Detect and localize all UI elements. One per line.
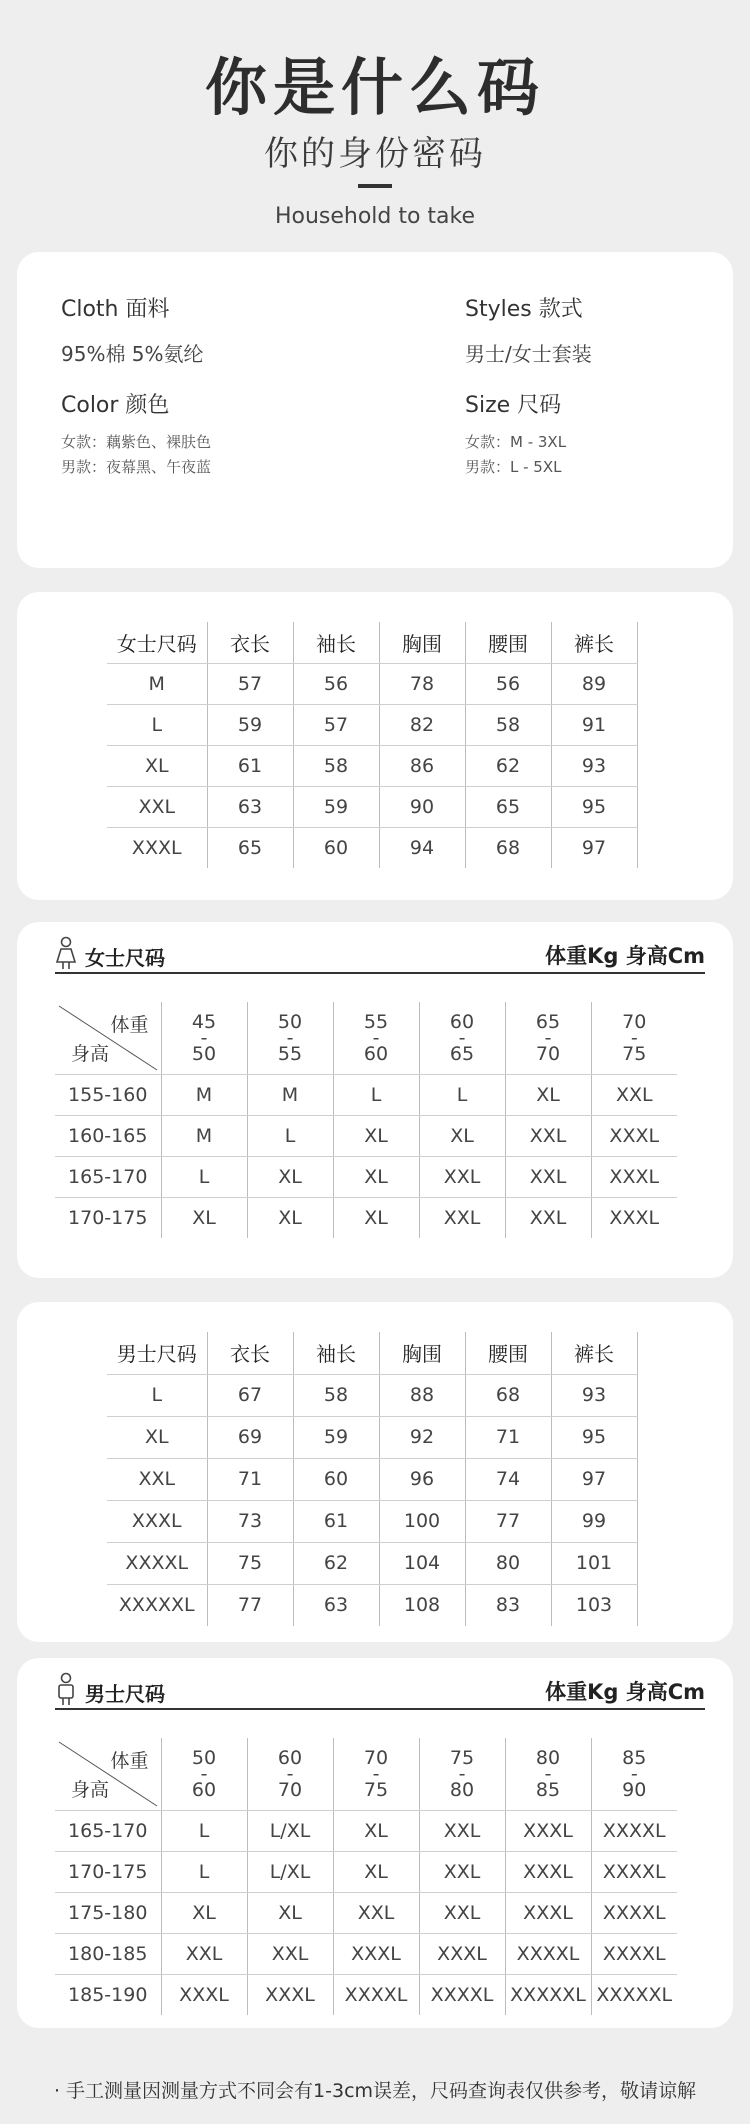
size-cell: XXL bbox=[505, 1156, 591, 1197]
column-header: 胸围 bbox=[379, 1332, 465, 1374]
size-cell: L bbox=[161, 1810, 247, 1851]
size-cell: XXXL bbox=[419, 1933, 505, 1974]
size-cell: XXXL bbox=[505, 1810, 591, 1851]
men-measure-table bbox=[107, 1332, 638, 1626]
weight-range-part: - bbox=[200, 1762, 208, 1785]
women-fit-header bbox=[55, 934, 705, 974]
weight-range-part: - bbox=[630, 1026, 638, 1049]
value-cell: 60 bbox=[293, 827, 379, 868]
value-cell: 58 bbox=[293, 745, 379, 786]
size-cell: XXXXL bbox=[333, 1974, 419, 2015]
page-header bbox=[0, 0, 750, 250]
size-cell: XXXL bbox=[247, 1974, 333, 2015]
women-fit-table bbox=[55, 1002, 677, 1238]
women-fit-units: 体重Kg 身高Cm bbox=[545, 944, 705, 968]
weight-range-part: 75 bbox=[449, 1746, 475, 1769]
men-fit-title: 男士尺码 bbox=[85, 1682, 165, 1706]
size-cell: XL bbox=[161, 1197, 247, 1238]
size-cell: XXL bbox=[333, 1892, 419, 1933]
weight-range-header bbox=[591, 1738, 677, 1810]
corner-height: 身高 bbox=[71, 1042, 110, 1065]
size-cell: XXXL bbox=[591, 1115, 677, 1156]
size-cell: XXXXXL bbox=[505, 1974, 591, 2015]
value-cell: 96 bbox=[379, 1458, 465, 1500]
weight-range-header bbox=[419, 1002, 505, 1074]
weight-range-part: - bbox=[286, 1762, 294, 1785]
column-header: 腰围 bbox=[465, 1332, 551, 1374]
size-cell: XL bbox=[505, 1074, 591, 1115]
weight-range-part: 75 bbox=[363, 1778, 389, 1801]
table-row bbox=[107, 827, 637, 868]
column-header: 胸围 bbox=[379, 622, 465, 663]
size-cell: XL bbox=[333, 1197, 419, 1238]
size-cell: L/XL bbox=[247, 1810, 333, 1851]
size-cell: XXXL bbox=[505, 1851, 591, 1892]
value-cell: 71 bbox=[465, 1416, 551, 1458]
color-women: 女款：藕紫色、裸肤色 bbox=[61, 433, 212, 451]
value-cell: 95 bbox=[551, 1416, 637, 1458]
height-range-cell: 175-180 bbox=[55, 1892, 161, 1933]
size-cell: XXXXL bbox=[591, 1892, 677, 1933]
value-cell: 77 bbox=[465, 1500, 551, 1542]
men-measure-card bbox=[17, 1302, 733, 1642]
size-cell: M bbox=[161, 1115, 247, 1156]
women-measure-table bbox=[107, 622, 638, 868]
size-cell: XXXL bbox=[591, 1156, 677, 1197]
divider bbox=[358, 184, 392, 188]
table-row bbox=[107, 1416, 637, 1458]
column-header: 袖长 bbox=[293, 622, 379, 663]
weight-range-header bbox=[161, 1002, 247, 1074]
table-row bbox=[55, 1197, 677, 1238]
size-cell: XXXXXL bbox=[107, 1584, 207, 1626]
table-row bbox=[55, 1810, 677, 1851]
table-row bbox=[107, 704, 637, 745]
weight-range-part: 55 bbox=[363, 1010, 389, 1033]
value-cell: 59 bbox=[293, 786, 379, 827]
value-cell: 82 bbox=[379, 704, 465, 745]
value-cell: 94 bbox=[379, 827, 465, 868]
size-cell: XL bbox=[333, 1851, 419, 1892]
size-cell: XXXXL bbox=[505, 1933, 591, 1974]
size-cell: XXL bbox=[419, 1197, 505, 1238]
size-cell: L bbox=[107, 704, 207, 745]
size-cell: XXXXL bbox=[419, 1974, 505, 2015]
column-header: 裤长 bbox=[551, 1332, 637, 1374]
size-cell: XXXXL bbox=[107, 1542, 207, 1584]
styles-value: 男士/女士套装 bbox=[465, 342, 592, 366]
size-cell: XXL bbox=[591, 1074, 677, 1115]
size-men: 男款：L - 5XL bbox=[465, 458, 562, 476]
size-cell: XL bbox=[247, 1156, 333, 1197]
size-cell: L bbox=[333, 1074, 419, 1115]
size-cell: XXXL bbox=[107, 827, 207, 868]
size-cell: XXXL bbox=[333, 1933, 419, 1974]
value-cell: 58 bbox=[465, 704, 551, 745]
weight-range-part: 65 bbox=[449, 1042, 475, 1065]
table-row bbox=[107, 786, 637, 827]
column-header: 女士尺码 bbox=[107, 622, 207, 663]
weight-range-header bbox=[247, 1002, 333, 1074]
size-cell: XL bbox=[247, 1892, 333, 1933]
weight-range-part: 55 bbox=[277, 1042, 303, 1065]
size-cell: XXXXXL bbox=[596, 1983, 673, 2006]
men-fit-units: 体重Kg 身高Cm bbox=[545, 1680, 705, 1704]
size-cell: XXL bbox=[419, 1156, 505, 1197]
height-range-cell: 170-175 bbox=[55, 1851, 161, 1892]
table-row bbox=[107, 663, 637, 704]
corner-weight: 体重 bbox=[110, 1750, 149, 1772]
weight-range-part: - bbox=[200, 1026, 208, 1049]
corner-height: 身高 bbox=[71, 1778, 110, 1801]
product-info-card bbox=[17, 252, 733, 568]
value-cell: 104 bbox=[379, 1542, 465, 1584]
weight-range-part: 85 bbox=[535, 1778, 561, 1801]
value-cell: 73 bbox=[207, 1500, 293, 1542]
value-cell: 57 bbox=[293, 704, 379, 745]
weight-range-part: 70 bbox=[535, 1042, 561, 1065]
value-cell: 61 bbox=[207, 745, 293, 786]
size-cell: XXXL bbox=[107, 1500, 207, 1542]
footer-note: · 手工测量因测量方式不同会有1-3cm误差，尺码查询表仅供参考，敬请谅解 bbox=[53, 2080, 697, 2102]
weight-range-header bbox=[333, 1002, 419, 1074]
height-range-cell: 180-185 bbox=[55, 1933, 161, 1974]
value-cell: 58 bbox=[293, 1374, 379, 1416]
size-cell: M bbox=[247, 1074, 333, 1115]
weight-range-part: - bbox=[372, 1762, 380, 1785]
value-cell: 71 bbox=[207, 1458, 293, 1500]
value-cell: 65 bbox=[465, 786, 551, 827]
value-cell: 99 bbox=[551, 1500, 637, 1542]
size-cell: XXL bbox=[505, 1197, 591, 1238]
women-fit-title: 女士尺码 bbox=[85, 946, 165, 970]
weight-range-part: - bbox=[286, 1026, 294, 1049]
weight-range-part: 70 bbox=[622, 1010, 647, 1033]
table-row bbox=[55, 1156, 677, 1197]
column-header: 袖长 bbox=[293, 1332, 379, 1374]
men-fit-card bbox=[17, 1658, 733, 2028]
weight-range-part: 50 bbox=[191, 1042, 217, 1065]
value-cell: 78 bbox=[379, 663, 465, 704]
size-cell: XL bbox=[107, 745, 207, 786]
height-range-cell: 170-175 bbox=[55, 1197, 161, 1238]
table-row bbox=[55, 1115, 677, 1156]
column-header: 腰围 bbox=[465, 622, 551, 663]
women-fit-card bbox=[17, 922, 733, 1278]
value-cell: 89 bbox=[551, 663, 637, 704]
value-cell: 61 bbox=[293, 1500, 379, 1542]
height-range-cell: 155-160 bbox=[55, 1074, 161, 1115]
corner-cell bbox=[55, 1002, 161, 1074]
value-cell: 80 bbox=[465, 1542, 551, 1584]
value-cell: 68 bbox=[465, 1374, 551, 1416]
size-cell: XL bbox=[333, 1115, 419, 1156]
weight-range-part: 50 bbox=[191, 1746, 217, 1769]
weight-range-part: - bbox=[544, 1026, 552, 1049]
size-cell: XXL bbox=[419, 1892, 505, 1933]
men-fit-header bbox=[55, 1670, 705, 1710]
size-cell: L bbox=[419, 1074, 505, 1115]
weight-range-header bbox=[505, 1002, 591, 1074]
value-cell: 100 bbox=[379, 1500, 465, 1542]
size-cell: XXXL bbox=[161, 1974, 247, 2015]
size-cell: XXL bbox=[161, 1933, 247, 1974]
women-measure-card bbox=[17, 592, 733, 900]
value-cell: 103 bbox=[551, 1584, 637, 1626]
weight-range-header bbox=[591, 1002, 677, 1074]
weight-range-part: 65 bbox=[535, 1010, 561, 1033]
weight-range-part: 80 bbox=[535, 1746, 561, 1769]
size-cell: XXXL bbox=[505, 1892, 591, 1933]
size-cell: XXL bbox=[419, 1810, 505, 1851]
size-cell: M bbox=[161, 1074, 247, 1115]
column-header: 男士尺码 bbox=[107, 1332, 207, 1374]
size-values bbox=[465, 430, 566, 480]
weight-range-part: 70 bbox=[363, 1746, 389, 1769]
size-cell: XXL bbox=[107, 1458, 207, 1500]
table-row bbox=[107, 1584, 637, 1626]
men-fit-table bbox=[55, 1738, 677, 2015]
value-cell: 77 bbox=[207, 1584, 293, 1626]
styles-label: Styles 款式 bbox=[465, 297, 583, 322]
value-cell: 56 bbox=[293, 663, 379, 704]
weight-range-header bbox=[161, 1738, 247, 1810]
size-cell: XL bbox=[333, 1156, 419, 1197]
table-row bbox=[107, 745, 637, 786]
size-label: Size 尺码 bbox=[465, 393, 562, 418]
size-cell: XXXXL bbox=[591, 1810, 677, 1851]
size-cell: XXXXL bbox=[591, 1933, 677, 1974]
value-cell: 91 bbox=[551, 704, 637, 745]
value-cell: 90 bbox=[379, 786, 465, 827]
value-cell: 97 bbox=[551, 1458, 637, 1500]
column-header: 衣长 bbox=[207, 622, 293, 663]
color-label: Color 颜色 bbox=[61, 393, 170, 418]
size-cell: XXXL bbox=[609, 1206, 660, 1229]
size-cell: XL bbox=[107, 1416, 207, 1458]
value-cell: 74 bbox=[465, 1458, 551, 1500]
weight-range-part: 75 bbox=[622, 1042, 647, 1065]
table-row bbox=[55, 1851, 677, 1892]
weight-range-part: - bbox=[372, 1026, 380, 1049]
weight-range-part: - bbox=[458, 1026, 466, 1049]
value-cell: 86 bbox=[379, 745, 465, 786]
english-tagline: Household to take bbox=[274, 204, 476, 229]
table-row bbox=[55, 1074, 677, 1115]
size-cell: XXL bbox=[419, 1851, 505, 1892]
size-cell: L bbox=[161, 1851, 247, 1892]
table-row bbox=[107, 1374, 637, 1416]
value-cell: 92 bbox=[379, 1416, 465, 1458]
weight-range-part: 60 bbox=[449, 1010, 475, 1033]
weight-range-part: - bbox=[458, 1762, 466, 1785]
value-cell: 83 bbox=[465, 1584, 551, 1626]
page-title: 你是什么码 bbox=[204, 51, 545, 124]
size-cell: L bbox=[107, 1374, 207, 1416]
cloth-label: Cloth 面料 bbox=[61, 297, 170, 322]
table-row bbox=[55, 1933, 677, 1974]
weight-range-header bbox=[333, 1738, 419, 1810]
value-cell: 67 bbox=[207, 1374, 293, 1416]
size-cell: XL bbox=[247, 1197, 333, 1238]
value-cell: 101 bbox=[551, 1542, 637, 1584]
size-cell: XL bbox=[161, 1892, 247, 1933]
height-range-cell: 160-165 bbox=[55, 1115, 161, 1156]
value-cell: 59 bbox=[207, 704, 293, 745]
size-cell: L/XL bbox=[247, 1851, 333, 1892]
value-cell: 57 bbox=[207, 663, 293, 704]
weight-range-part: 60 bbox=[191, 1778, 217, 1801]
weight-range-part: - bbox=[544, 1762, 552, 1785]
cloth-value: 95%棉 5%氨纶 bbox=[61, 342, 204, 366]
height-range-cell: 165-170 bbox=[55, 1156, 161, 1197]
size-cell: L bbox=[247, 1115, 333, 1156]
table-row bbox=[107, 1458, 637, 1500]
value-cell: 95 bbox=[551, 786, 637, 827]
size-cell: XXL bbox=[247, 1933, 333, 1974]
value-cell: 60 bbox=[293, 1458, 379, 1500]
column-header: 裤长 bbox=[551, 622, 637, 663]
value-cell: 62 bbox=[293, 1542, 379, 1584]
value-cell: 63 bbox=[207, 786, 293, 827]
value-cell: 93 bbox=[551, 1374, 637, 1416]
weight-range-part: 60 bbox=[363, 1042, 389, 1065]
height-range-cell: 185-190 bbox=[55, 1974, 161, 2015]
size-cell: XXXXL bbox=[591, 1851, 677, 1892]
size-cell: XXL bbox=[505, 1115, 591, 1156]
value-cell: 88 bbox=[379, 1374, 465, 1416]
weight-range-part: 90 bbox=[622, 1778, 647, 1801]
table-row bbox=[55, 1892, 677, 1933]
man-icon bbox=[55, 1672, 77, 1706]
weight-range-header bbox=[505, 1738, 591, 1810]
weight-range-header bbox=[419, 1738, 505, 1810]
weight-range-part: 70 bbox=[277, 1778, 303, 1801]
height-range-cell: 165-170 bbox=[55, 1810, 161, 1851]
value-cell: 69 bbox=[207, 1416, 293, 1458]
value-cell: 97 bbox=[551, 827, 637, 868]
value-cell: 68 bbox=[465, 827, 551, 868]
value-cell: 75 bbox=[207, 1542, 293, 1584]
value-cell: 65 bbox=[207, 827, 293, 868]
corner-weight: 体重 bbox=[110, 1014, 149, 1036]
weight-range-part: 60 bbox=[277, 1746, 303, 1769]
value-cell: 62 bbox=[465, 745, 551, 786]
weight-range-part: - bbox=[630, 1762, 638, 1785]
table-row bbox=[107, 1542, 637, 1584]
value-cell: 63 bbox=[293, 1584, 379, 1626]
value-cell: 56 bbox=[465, 663, 551, 704]
corner-cell bbox=[55, 1738, 161, 1810]
size-cell: L bbox=[161, 1156, 247, 1197]
weight-range-header bbox=[247, 1738, 333, 1810]
table-row bbox=[55, 1974, 677, 2015]
color-men: 男款：夜幕黑、午夜蓝 bbox=[61, 458, 212, 476]
column-header: 衣长 bbox=[207, 1332, 293, 1374]
value-cell: 108 bbox=[379, 1584, 465, 1626]
value-cell: 59 bbox=[293, 1416, 379, 1458]
page-subtitle: 你的身份密码 bbox=[264, 134, 486, 174]
size-cell: XL bbox=[333, 1810, 419, 1851]
color-values bbox=[61, 430, 211, 480]
weight-range-part: 85 bbox=[622, 1746, 647, 1769]
value-cell: 93 bbox=[551, 745, 637, 786]
size-women: 女款：M - 3XL bbox=[465, 433, 567, 451]
size-cell: XXL bbox=[107, 786, 207, 827]
woman-icon bbox=[55, 936, 77, 970]
weight-range-part: 50 bbox=[277, 1010, 303, 1033]
size-cell: M bbox=[107, 663, 207, 704]
table-row bbox=[107, 1500, 637, 1542]
weight-range-part: 80 bbox=[449, 1778, 475, 1801]
size-cell: XL bbox=[419, 1115, 505, 1156]
weight-range-part: 45 bbox=[191, 1010, 217, 1033]
